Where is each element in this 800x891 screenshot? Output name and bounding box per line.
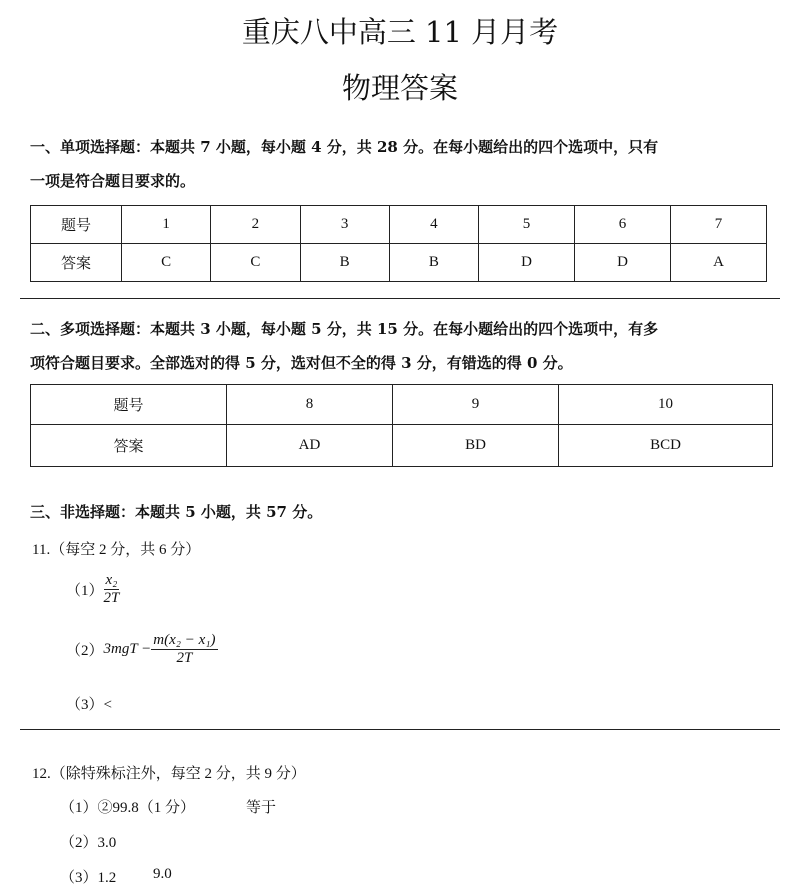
denominator: 2T bbox=[103, 590, 120, 606]
answer-cell: AD bbox=[227, 425, 393, 467]
answer-cell: D bbox=[575, 244, 671, 282]
question-number: 3 bbox=[300, 206, 389, 244]
answer-cell: A bbox=[671, 244, 767, 282]
answer-cell: B bbox=[389, 244, 478, 282]
section3-heading: 三、非选择题：本题共 5 小题，共 57 分。 bbox=[30, 503, 323, 521]
q12-part2: （2）3.0 bbox=[60, 835, 117, 851]
q12-part3: （3）1.2 bbox=[60, 870, 117, 886]
q12-part1: （1）②99.8（1 分） bbox=[60, 800, 196, 816]
expression: 3mgT − bbox=[103, 641, 152, 657]
answer-cell: BCD bbox=[559, 425, 773, 467]
row-label: 答案 bbox=[31, 244, 122, 282]
q11-header: 11.（每空 2 分，共 6 分） bbox=[32, 542, 201, 558]
q12-header: 12.（除特殊标注外，每空 2 分，共 9 分） bbox=[32, 766, 306, 782]
part-label: （1） bbox=[66, 583, 104, 599]
question-number: 4 bbox=[389, 206, 478, 244]
table-row bbox=[31, 425, 773, 467]
table-row bbox=[31, 244, 767, 282]
answer-cell: BD bbox=[393, 425, 559, 467]
question-number: 6 bbox=[575, 206, 671, 244]
fraction bbox=[151, 632, 217, 667]
question-number: 9 bbox=[393, 385, 559, 425]
numerator: x₂ bbox=[105, 572, 118, 588]
section2-instructions-cont: 项符合题目要求。全部选对的得 5 分，选对但不全的得 3 分，有错选的得 0 分。 bbox=[30, 354, 573, 372]
row-label: 题号 bbox=[31, 385, 227, 425]
q12-part1-answer2: 等于 bbox=[246, 800, 277, 816]
multiple-choice-answer-table bbox=[30, 384, 773, 467]
section1-instructions: 一、单项选择题：本题共 7 小题，每小题 4 分，共 28 分。在每小题给出的四个选项中，只有 bbox=[30, 138, 659, 156]
q12-part3-answer2: 9.0 bbox=[153, 866, 172, 882]
row-label: 题号 bbox=[31, 206, 122, 244]
answer-cell: C bbox=[211, 244, 300, 282]
question-number: 8 bbox=[227, 385, 393, 425]
question-number: 1 bbox=[122, 206, 211, 244]
row-label: 答案 bbox=[31, 425, 227, 467]
table-row bbox=[31, 206, 767, 244]
table-row bbox=[31, 385, 773, 425]
question-number: 10 bbox=[559, 385, 773, 425]
q11-part1 bbox=[66, 572, 119, 607]
question-number: 5 bbox=[479, 206, 575, 244]
answer-cell: B bbox=[300, 244, 389, 282]
numerator: m(x₂ − x₁) bbox=[153, 632, 216, 648]
single-choice-answer-table bbox=[30, 205, 767, 282]
answer-cell: D bbox=[479, 244, 575, 282]
fraction bbox=[104, 572, 120, 607]
question-number: 7 bbox=[671, 206, 767, 244]
section1-instructions-cont: 一项是符合题目要求的。 bbox=[30, 172, 196, 190]
divider bbox=[20, 298, 780, 299]
section2-instructions: 二、多项选择题：本题共 3 小题，每小题 5 分，共 15 分。在每小题给出的四个选项中，有多 bbox=[30, 320, 659, 338]
q11-part2 bbox=[66, 632, 218, 667]
part-label: （2） bbox=[66, 643, 104, 659]
q11-part3: （3）< bbox=[66, 697, 112, 713]
denominator: 2T bbox=[176, 650, 193, 666]
divider bbox=[20, 729, 780, 730]
answer-cell: C bbox=[122, 244, 211, 282]
document-subtitle: 物理答案 bbox=[341, 71, 458, 105]
question-number: 2 bbox=[211, 206, 300, 244]
document-title: 重庆八中高三 11 月月考 bbox=[241, 15, 559, 49]
